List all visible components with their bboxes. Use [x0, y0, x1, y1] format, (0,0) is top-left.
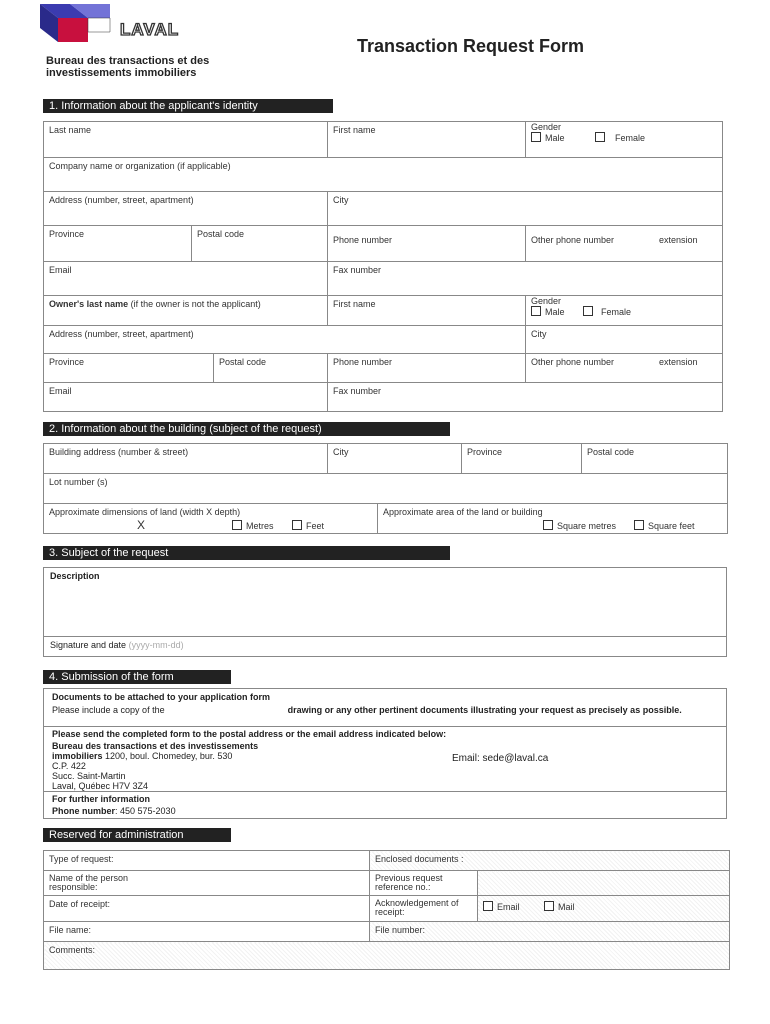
phone-label: Phone number	[333, 235, 393, 245]
email-field[interactable]	[44, 262, 328, 296]
feet-checkbox[interactable]	[292, 520, 302, 530]
owner-phone-label: Phone number	[333, 357, 393, 367]
addr-name: Bureau des transactions et des investissements	[52, 741, 259, 751]
building-city-label: City	[333, 447, 349, 457]
male-checkbox[interactable]	[531, 132, 541, 142]
receipt-date-field[interactable]	[44, 896, 370, 922]
file-name-field[interactable]	[44, 922, 370, 942]
owner-female-checkbox[interactable]	[583, 306, 593, 316]
female-label: Female	[615, 133, 646, 143]
square-feet-label: Square feet	[648, 521, 695, 531]
section2-header: 2. Information about the building (subject of the request)	[43, 422, 450, 436]
owner-note: (if the owner is not the applicant)	[128, 299, 261, 309]
phone-field[interactable]	[328, 226, 526, 262]
owner-address-field[interactable]	[44, 326, 526, 354]
male-label: Male	[545, 133, 565, 143]
phone-value: : 450 575-2030	[115, 806, 176, 816]
section3-header: 3. Subject of the request	[43, 546, 450, 560]
file-name-label: File name:	[49, 925, 92, 935]
ack-email-label: Email	[497, 902, 520, 912]
gender-field	[526, 122, 723, 158]
ack-mail-label: Mail	[558, 902, 575, 912]
ack-mail-checkbox[interactable]	[544, 901, 554, 911]
owner-table	[43, 295, 723, 412]
owner-fax-label: Fax number	[333, 386, 382, 396]
owner-gender-label: Gender	[531, 296, 562, 306]
owner-male-checkbox[interactable]	[531, 306, 541, 316]
owner-phone-field[interactable]	[328, 354, 526, 383]
section4-header: 4. Submission of the form	[43, 670, 231, 684]
contact-email: Email: sede@laval.ca	[452, 753, 549, 764]
feet-label: Feet	[306, 521, 325, 531]
city-field[interactable]	[328, 192, 723, 226]
owner-city-field[interactable]	[526, 326, 723, 354]
signature-label: Signature and date	[50, 640, 127, 650]
person-field[interactable]	[44, 871, 370, 896]
lot-number-label: Lot number (s)	[49, 477, 108, 487]
type-field[interactable]	[44, 851, 370, 871]
owner-province-field[interactable]	[44, 354, 214, 383]
description-box[interactable]	[43, 567, 727, 637]
garbled-overprint	[167, 705, 285, 714]
first-name-label: First name	[333, 125, 376, 135]
city-label: City	[333, 195, 349, 205]
section1-header: 1. Information about the applicant's identity	[43, 99, 333, 113]
gender-label: Gender	[531, 122, 562, 132]
address-field[interactable]	[44, 192, 328, 226]
file-number-field[interactable]	[370, 922, 730, 942]
metres-label: Metres	[246, 521, 274, 531]
owner-fax-field[interactable]	[328, 383, 723, 412]
postal-code-field[interactable]	[192, 226, 328, 262]
email-label: Email	[49, 265, 72, 275]
addr-name2: immobiliers	[52, 751, 103, 761]
area-field[interactable]	[378, 504, 728, 534]
docs-heading: Documents to be attached to your application form	[52, 692, 271, 702]
province-label: Province	[49, 229, 85, 239]
owner-postal-code-field[interactable]	[214, 354, 328, 383]
addr-line2: C.P. 422	[52, 761, 86, 771]
owner-province-label: Province	[49, 357, 85, 367]
description-label: Description	[50, 571, 100, 581]
dimensions-x: X	[137, 518, 146, 532]
owner-other-phone-field[interactable]	[526, 354, 723, 383]
enclosed-field[interactable]	[370, 851, 730, 871]
ack-label: Acknowledgement of receipt:	[375, 898, 459, 917]
square-metres-checkbox[interactable]	[543, 520, 553, 530]
last-name-field[interactable]	[44, 122, 328, 158]
org-name: Bureau des transactions et des investissements immobiliers	[46, 55, 210, 79]
admin-table	[43, 850, 730, 970]
further-info: For further information	[52, 794, 150, 804]
applicant-table	[43, 121, 723, 296]
owner-email-label: Email	[49, 386, 72, 396]
owner-gender-field	[526, 296, 723, 326]
type-label: Type of request:	[49, 854, 114, 864]
province-field[interactable]	[44, 226, 192, 262]
owner-email-field[interactable]	[44, 383, 328, 412]
previous-label: Previous request reference no.:	[375, 873, 443, 892]
addr-line3: Succ. Saint-Martin	[52, 771, 126, 781]
enclosed-label: Enclosed documents :	[375, 854, 464, 864]
building-city-field[interactable]	[328, 444, 462, 474]
fax-field[interactable]	[328, 262, 723, 296]
admin-header: Reserved for administration	[43, 828, 231, 842]
area-label: Approximate area of the land or building	[383, 507, 543, 517]
ack-options	[478, 896, 730, 922]
file-number-label: File number:	[375, 925, 426, 935]
divider-1	[44, 726, 726, 727]
owner-female-label: Female	[601, 307, 632, 317]
owner-address-label: Address (number, street, apartment)	[49, 329, 194, 339]
divider-2	[44, 791, 726, 792]
last-name-label: Last name	[49, 125, 92, 135]
address-label: Address (number, street, apartment)	[49, 195, 194, 205]
building-address-label: Building address (number & street)	[49, 447, 189, 457]
date-placeholder: (yyyy-mm-dd)	[128, 640, 184, 650]
owner-male-label: Male	[545, 307, 565, 317]
first-name-field[interactable]	[328, 122, 526, 158]
company-field[interactable]	[44, 158, 723, 192]
addr-line4: Laval, Québec H7V 3Z4	[52, 781, 149, 791]
docs-text	[52, 705, 722, 715]
previous-field[interactable]	[370, 871, 478, 896]
female-checkbox[interactable]	[595, 132, 605, 142]
previous-value[interactable]	[478, 871, 730, 896]
lot-number-field[interactable]	[44, 474, 728, 504]
building-province-field[interactable]	[462, 444, 582, 474]
ack-field[interactable]	[370, 896, 478, 922]
logo-text: LAVAL	[120, 20, 180, 39]
phone-label-bold: Phone number	[52, 806, 116, 816]
fax-label: Fax number	[333, 265, 382, 275]
owner-postal-code-label: Postal code	[219, 357, 267, 367]
other-phone-label: Other phone number	[531, 235, 615, 245]
docs-text-b: drawing or any other pertinent documents illustrating your request as precisely as possible.	[287, 705, 682, 715]
person-label: Name of the person responsible:	[49, 873, 129, 892]
dimensions-field[interactable]	[44, 504, 378, 534]
submission-box	[43, 688, 727, 819]
receipt-date-label: Date of receipt:	[49, 899, 111, 909]
ack-email-checkbox[interactable]	[483, 901, 493, 911]
dimensions-label: Approximate dimensions of land (width X depth)	[49, 507, 241, 517]
owner-first-name-label: First name	[333, 299, 376, 309]
building-table	[43, 443, 728, 534]
signature-field[interactable]	[43, 637, 727, 657]
building-address-field[interactable]	[44, 444, 328, 474]
owner-last-name-field[interactable]	[44, 296, 328, 326]
company-label: Company name or organization (if applicable)	[49, 161, 231, 171]
owner-city-label: City	[531, 329, 547, 339]
comments-field[interactable]	[44, 942, 730, 970]
send-heading: Please send the completed form to the postal address or the email address indicated below:	[52, 729, 447, 739]
other-phone-field[interactable]	[526, 226, 723, 262]
owner-last-name-label: Owner's last name	[49, 299, 129, 309]
square-metres-label: Square metres	[557, 521, 617, 531]
docs-text-a: Please include a copy of the	[52, 705, 165, 715]
building-province-label: Province	[467, 447, 503, 457]
building-postal-code-label: Postal code	[587, 447, 635, 457]
comments-label: Comments:	[49, 945, 96, 955]
building-postal-code-field[interactable]	[582, 444, 728, 474]
postal-address	[52, 741, 258, 791]
postal-code-label: Postal code	[197, 229, 245, 239]
owner-first-name-field[interactable]	[328, 296, 526, 326]
owner-extension-label: extension	[659, 357, 698, 367]
owner-other-phone-label: Other phone number	[531, 357, 615, 367]
addr-line1: 1200, boul. Chomedey, bur. 530	[102, 751, 233, 761]
page-title: Transaction Request Form	[357, 36, 585, 56]
square-feet-checkbox[interactable]	[634, 520, 644, 530]
extension-label: extension	[659, 235, 698, 245]
metres-checkbox[interactable]	[232, 520, 242, 530]
